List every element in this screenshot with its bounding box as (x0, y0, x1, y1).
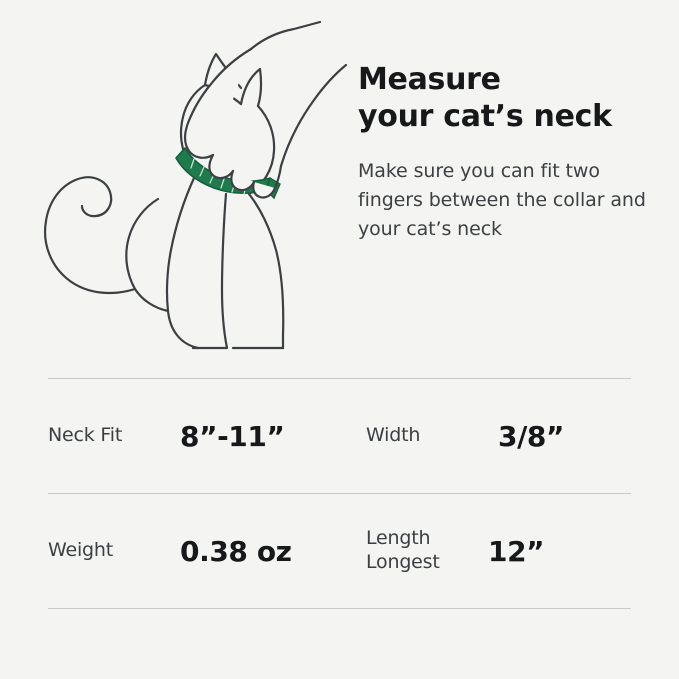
page-title (358, 62, 658, 135)
spec-value: 0.38 oz (180, 534, 292, 568)
table-row (48, 379, 631, 493)
headline-line-1: Measure (358, 62, 501, 97)
spec-label: Weight (48, 539, 113, 562)
cat-measuring-illustration (8, 18, 348, 358)
spec-label (366, 527, 488, 575)
headline-line-2: your cat’s neck (358, 98, 612, 134)
spec-value: 12” (488, 534, 545, 568)
headline-block (358, 62, 658, 244)
table-row (48, 494, 631, 608)
spec-value: 3/8” (498, 419, 564, 453)
subcopy-text: Make sure you can fit two fingers between the collar and your cat’s neck (358, 160, 646, 240)
spec-label-line-2: Longest (366, 551, 440, 573)
spec-value: 8”-11” (180, 419, 285, 453)
spec-label: Width (366, 424, 421, 447)
spec-label: Neck Fit (48, 424, 123, 447)
spec-cell-width (366, 379, 631, 493)
spec-label-line-1: Length (366, 527, 431, 550)
spec-cell-length (366, 494, 631, 608)
table-divider-bottom (48, 608, 631, 609)
spec-table (48, 378, 631, 609)
spec-cell-neck-fit (48, 379, 366, 493)
spec-cell-weight (48, 494, 366, 608)
